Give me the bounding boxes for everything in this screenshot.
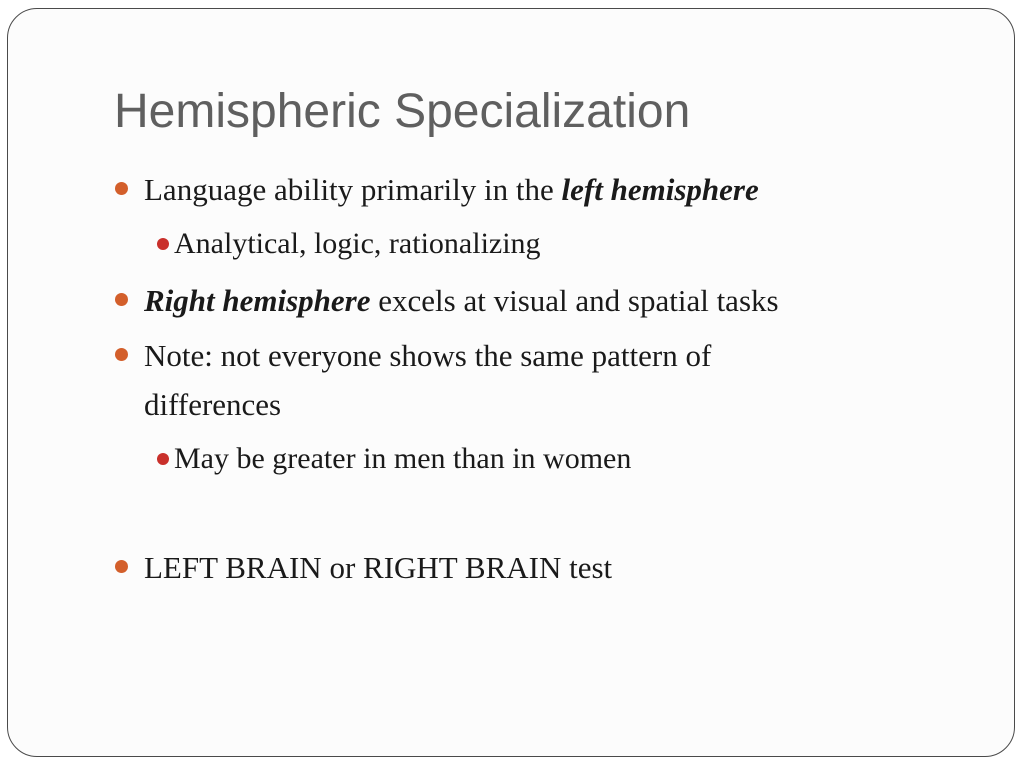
slide-title: Hemispheric Specialization: [114, 85, 691, 138]
bullet-emphasis: left hemisphere: [561, 172, 759, 207]
bullet-text: excels at visual and spatial tasks: [370, 283, 779, 318]
sub-bullet-analytical: [174, 220, 541, 268]
sub-bullet-men-women: [174, 435, 631, 483]
sub-bullet-dot-icon: [157, 238, 169, 250]
bullet-right-hemisphere: [144, 277, 779, 325]
bullet-note-line1: [144, 332, 711, 380]
bullet-dot-icon: [115, 560, 128, 573]
bullet-dot-icon: [115, 182, 128, 195]
bullet-text: differences: [144, 387, 282, 422]
bullet-brain-test: [144, 544, 612, 592]
sub-bullet-dot-icon: [157, 453, 169, 465]
bullet-note-line2: [144, 381, 281, 429]
bullet-emphasis: Right hemisphere: [144, 283, 371, 318]
bullet-dot-icon: [115, 348, 128, 361]
bullet-text: LEFT BRAIN or RIGHT BRAIN test: [144, 550, 613, 585]
bullet-text: Language ability primarily in the: [144, 172, 562, 207]
bullet-text: Note: not everyone shows the same pattern of: [144, 338, 712, 373]
bullet-text: Analytical, logic, rationalizing: [174, 227, 541, 260]
bullet-language-ability: [144, 166, 759, 214]
bullet-text: May be greater in men than in women: [174, 442, 632, 475]
bullet-dot-icon: [115, 293, 128, 306]
